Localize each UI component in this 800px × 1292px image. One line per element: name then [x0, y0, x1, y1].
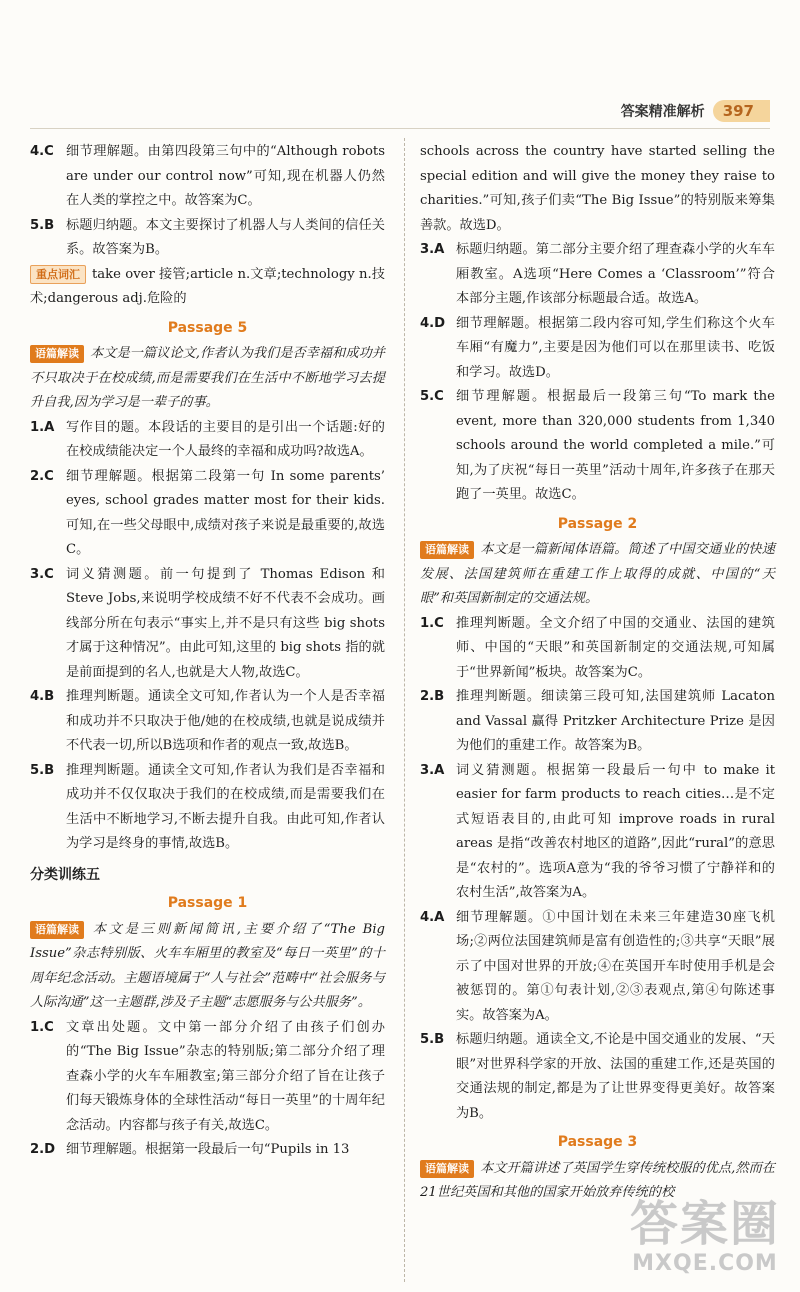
answer-text: 细节理解题。根据最后一段第三句“To mark the event, more than 320,000 students from 1,340 schools around the world completed a mile.”可知,为了庆祝“每日一英里”活动十周年,许多孩子在那天跑了一英里。故选C。 — [456, 389, 775, 502]
left-column — [30, 140, 385, 1163]
answer-number: 3.A — [420, 762, 445, 778]
vocab-block — [30, 263, 385, 312]
answer-text: 推理判断题。全文介绍了中国的交通业、法国的建筑师、中国的“天眼”和英国新制定的交通法规,可知属于“世界新闻”板块。故答案为C。 — [456, 615, 775, 680]
answer-number: 5.C — [420, 389, 444, 404]
analysis-text: 本文是三则新闻简讯,主要介绍了“The Big Issue”杂志特别版、火车车厢里的教室及“每日一英里”的十周年纪念活动。主题语境属于“人与社会”范畴中“社会服务与人际沟通”这一主题群,涉及子主题“志愿服务与公共服务”。 — [30, 921, 385, 1010]
answer-text: 推理判断题。通读全文可知,作者认为我们是否幸福和成功并不仅仅取决于我们的在校成绩,而是需要我们在生活中不断地学习,不断去提升自我。由此可知,作者认为学习是终身的事情,故选B。 — [66, 762, 385, 851]
answer-item — [420, 1028, 775, 1126]
answer-item — [30, 140, 385, 214]
answer-text: 标题归纳题。第二部分主要介绍了理查森小学的火车车厢教室。A选项“Here Comes a ‘Classroom’”符合本部分主题,作该部分标题最合适。故选A。 — [456, 242, 775, 306]
answer-number: 4.C — [30, 144, 54, 159]
answer-number: 1.C — [420, 615, 444, 631]
vocab-text: take over 接管;article n.文章;technology n.技术;dangerous adj.危险的 — [30, 266, 385, 306]
answer-item — [30, 563, 385, 686]
continued-text: schools across the country have started selling the special edition and will give the money they raise to charities.”可知,孩子们卖“The Big Issue”的特别版来筹集善款。故选D。 — [420, 144, 775, 233]
passage-analysis — [30, 342, 385, 416]
answer-text: 细节理解题。①中国计划在未来三年建造30座飞机场;②两位法国建筑师是富有创造性的;③共享“天眼”展示了中国对世界的开放;④在英国开车时使用手机是会被惩罚的。第①句表计划,②③表观点,第④句陈述事实。故答案为A。 — [456, 909, 775, 1023]
column-divider — [404, 138, 405, 1282]
analysis-tag: 语篇解读 — [30, 345, 84, 363]
passage-analysis — [30, 918, 385, 1016]
answer-number: 2.B — [420, 689, 445, 704]
answer-text: 细节理解题。根据第二段内容可知,学生们称这个火车车厢“有魔力”,主要是因为他们可以在那里读书、吃饭和学习。故选D。 — [456, 315, 775, 380]
answer-text: 标题归纳题。本文主要探讨了机器人与人类间的信任关系。故答案为B。 — [66, 217, 385, 257]
answer-item — [420, 612, 775, 686]
page-number: 397 — [713, 100, 770, 122]
answer-item — [30, 465, 385, 563]
answer-text: 推理判断题。细读第三段可知,法国建筑师 Lacaton and Vassal 赢得 Pritzker Architecture Prize 是因为他们的重建工作。故答案为B。 — [456, 689, 775, 753]
answer-item — [420, 238, 775, 312]
answer-text: 推理判断题。通读全文可知,作者认为一个人是否幸福和成功并不只取决于他/她的在校成绩,也就是说成绩并不代表一切,所以B选项和作者的观点一致,故选B。 — [66, 689, 385, 753]
passage-analysis — [420, 538, 775, 612]
answer-number: 3.C — [30, 566, 54, 582]
answer-item — [30, 214, 385, 263]
vocab-tag: 重点词汇 — [30, 265, 86, 284]
answer-number: 3.A — [420, 242, 445, 257]
watermark-logo — [630, 1197, 780, 1276]
answer-item — [30, 1138, 385, 1163]
answer-item — [420, 312, 775, 386]
answer-text: 文章出处题。文中第一部分介绍了由孩子们创办的“The Big Issue”杂志的特别版;第二部分介绍了理查森小学的火车车厢教室;第三部分介绍了旨在让孩子们每天锻炼身体的全球性活动“每日一英里”的十周年纪念活动。内容都与孩子有关,故选C。 — [66, 1019, 385, 1133]
answer-item — [420, 685, 775, 759]
passage-title: Passage 2 — [557, 515, 638, 532]
section-heading: 分类训练五 — [30, 866, 100, 883]
answer-number: 5.B — [420, 1032, 445, 1047]
answer-text: 词义猜测题。前一句提到了 Thomas Edison 和 Steve Jobs,来说明学校成绩不好不代表不会成功。画线部分所在句表示“事实上,并不是只有这些 big shots 才属于这种情况”。由此可知,这里的 big shots 指的就是前面提到的名人,也就是大人物,故选C。 — [66, 566, 385, 680]
answer-item — [420, 906, 775, 1029]
analysis-text: 本文是一篇议论文,作者认为我们是否幸福和成功并不只取决于在校成绩,而是需要我们在生活中不断地学习去提升自我,因为学习是一辈子的事。 — [30, 346, 385, 410]
page-header — [621, 100, 770, 122]
answer-number: 4.B — [30, 689, 55, 704]
watermark-text: 答案圈 — [629, 1196, 780, 1252]
answer-item — [30, 1016, 385, 1139]
answer-number: 4.A — [420, 909, 445, 925]
passage-title: Passage 3 — [557, 1134, 638, 1150]
analysis-text: 本文开篇讲述了英国学生穿传统校服的优点,然而在21世纪英国和其他的国家开始放弃传统的校 — [420, 1160, 775, 1200]
analysis-tag: 语篇解读 — [420, 1160, 474, 1178]
answer-item — [420, 385, 775, 508]
header-rule — [30, 128, 770, 129]
answer-number: 2.C — [30, 468, 54, 484]
answer-number: 2.D — [30, 1142, 56, 1157]
passage-title: Passage 5 — [167, 319, 248, 336]
answer-item — [30, 759, 385, 857]
answer-number: 4.D — [420, 315, 446, 331]
analysis-tag: 语篇解读 — [30, 921, 84, 939]
passage-title: Passage 1 — [167, 895, 248, 911]
analysis-text: 本文是一篇新闻体语篇。简述了中国交通业的快速发展、法国建筑师在重建工作上取得的成就、中国的“天眼”和英国新制定的交通法规。 — [420, 542, 775, 606]
answer-number: 1.C — [30, 1019, 54, 1035]
header-title: 答案精准解析 — [620, 104, 705, 120]
answer-text: 细节理解题。根据第二段第一句 In some parents’ eyes, school grades matter most for their kids.可知,在一些父母眼中,成绩对孩子来说是最重要的,故选C。 — [66, 468, 385, 557]
answer-number: 1.A — [30, 419, 55, 435]
answer-item — [30, 685, 385, 759]
answer-item — [30, 416, 385, 465]
right-column — [420, 140, 775, 1206]
answer-number: 5.B — [30, 762, 55, 778]
answer-text: 写作目的题。本段话的主要目的是引出一个话题:好的在校成绩能决定一个人最终的幸福和成功吗?故选A。 — [66, 419, 385, 459]
answer-text: 词义猜测题。根据第一段最后一句中 to make it easier for farm products to reach cities…是不定式短语表目的,由此可知 improve roads in rural areas 是指“改善农村地区的道路”,因此“rural”的意思是“农村的”。选项A意为“我的爷爷习惯了宁静祥和的农村生活”,故答案为A。 — [456, 762, 775, 900]
answer-text: 细节理解题。由第四段第三句中的“Although robots are under our control now”可知,现在机器人仍然在人类的掌控之中。故答案为C。 — [66, 144, 385, 208]
analysis-tag: 语篇解读 — [420, 541, 474, 559]
answer-text: 标题归纳题。通读全文,不论是中国交通业的发展、“天眼”对世界科学家的开放、法国的重建工作,还是英国的交通法规的制定,都是为了让世界变得更美好。故答案为B。 — [456, 1032, 775, 1121]
answer-number: 5.B — [30, 217, 55, 233]
answer-item — [420, 759, 775, 906]
watermark-url: MXQE.COM — [632, 1251, 778, 1276]
answer-text: 细节理解题。根据第一段最后一句“Pupils in 13 — [66, 1142, 350, 1157]
